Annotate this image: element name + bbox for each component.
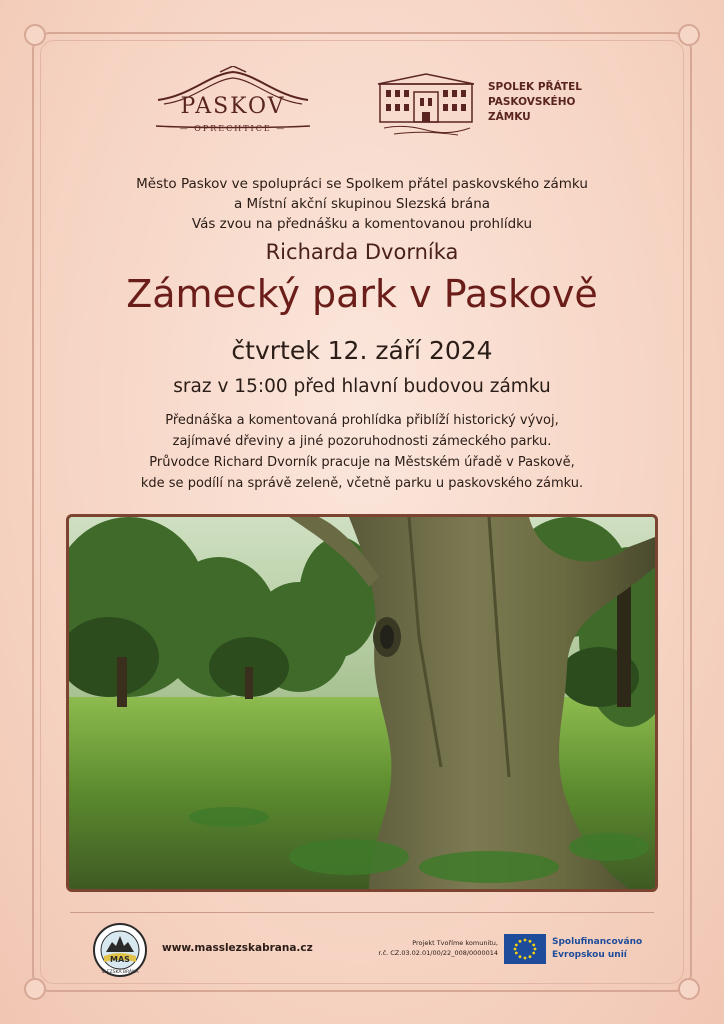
intro-line: Vás zvou na přednášku a komentovanou prohlídku: [191, 216, 533, 232]
frame-corner-ornament: [678, 24, 700, 46]
spolek-line: SPOLEK PŘÁTEL: [488, 81, 582, 93]
castle-logo: [374, 70, 478, 140]
description-line: Průvodce Richard Dvorník pracuje na Městském úřadě v Paskově,: [149, 455, 575, 470]
meeting-point: sraz v 15:00 před hlavní budovou zámku: [173, 376, 551, 397]
intro-line: Město Paskov ve spolupráci se Spolkem přátel paskovského zámku: [136, 176, 588, 192]
project-line: r.č. CZ.03.02.01/00/22_008/0000014: [378, 949, 498, 957]
spolek-line: PASKOVSKÉHO: [488, 96, 576, 108]
mas-logo-ring-text: SLEZSKÁ BRÁNA: [101, 970, 139, 975]
website-link[interactable]: www.masslezskabrana.cz: [162, 942, 313, 954]
park-tree-photo: [66, 514, 658, 892]
eu-line: Spolufinancováno: [552, 937, 643, 947]
speaker-name: Richarda Dvorníka: [265, 240, 459, 264]
eu-flag-icon: [504, 934, 546, 964]
paskov-logo-subtitle: — OPRECHTICE —: [179, 124, 287, 133]
event-title: Zámecký park v Paskově: [126, 272, 598, 316]
eu-cofunding-text: [552, 936, 662, 962]
intro-line: a Místní akční skupinou Slezská brána: [233, 196, 491, 212]
spolek-line: ZÁMKU: [488, 111, 531, 123]
description-line: kde se podílí na správě zeleně, včetně parku u paskovského zámku.: [140, 476, 584, 491]
mas-logo: [92, 922, 148, 978]
event-date: čtvrtek 12. září 2024: [231, 336, 493, 365]
event-description: [62, 410, 662, 494]
spolek-logo-text: [488, 80, 618, 125]
footer-divider: [70, 912, 654, 913]
description-line: Přednáška a komentovaná prohlídka přiblíží historický vývoj,: [165, 413, 559, 428]
description-line: zajímavé dřeviny a jiné pozoruhodnosti zámeckého parku.: [172, 434, 552, 449]
mas-logo-text: MAS: [110, 955, 130, 964]
project-line: Projekt Tvoříme komunitu,: [412, 939, 498, 947]
frame-corner-ornament: [24, 978, 46, 1000]
frame-corner-ornament: [678, 978, 700, 1000]
eu-line: Evropskou unií: [552, 950, 627, 960]
paskov-logo: [150, 66, 316, 144]
intro-text: [62, 174, 662, 234]
frame-corner-ornament: [24, 24, 46, 46]
project-info: [360, 938, 498, 958]
paskov-logo-word: PASKOV: [180, 94, 286, 119]
